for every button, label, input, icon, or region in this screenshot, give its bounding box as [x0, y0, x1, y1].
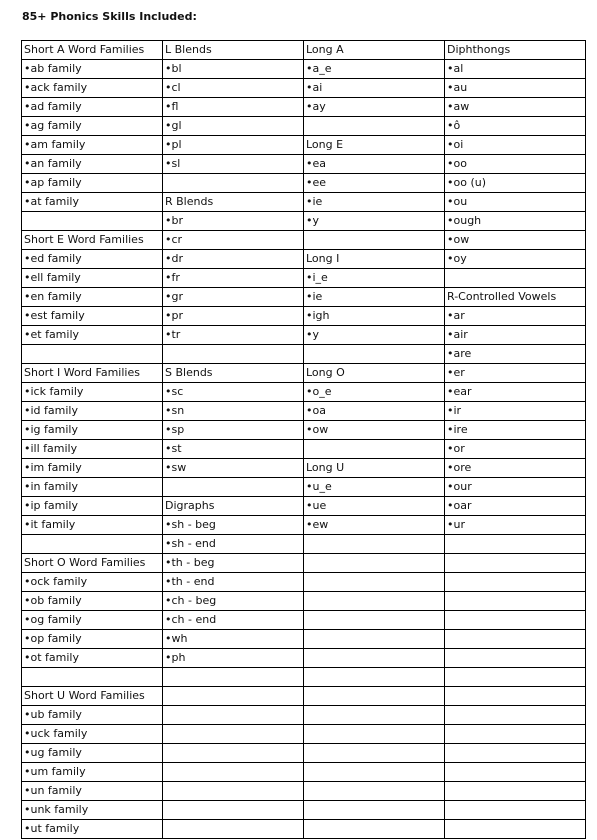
table-cell: R Blends [163, 193, 304, 212]
table-cell: •dr [163, 250, 304, 269]
table-row [22, 782, 586, 801]
table-cell: •um family [22, 763, 163, 782]
table-cell: •ock family [22, 573, 163, 592]
table-cell: •at family [22, 193, 163, 212]
table-cell: •ew [304, 516, 445, 535]
table-cell [445, 592, 586, 611]
table-cell: •ell family [22, 269, 163, 288]
table-row [22, 364, 586, 383]
table-cell: •or [445, 440, 586, 459]
table-row [22, 668, 586, 687]
table-cell: •ow [304, 421, 445, 440]
table-cell: •ug family [22, 744, 163, 763]
table-cell [22, 212, 163, 231]
table-cell [445, 820, 586, 839]
table-cell: •ot family [22, 649, 163, 668]
table-cell: •ur [445, 516, 586, 535]
table-cell: •an family [22, 155, 163, 174]
table-cell [304, 554, 445, 573]
table-cell: •tr [163, 326, 304, 345]
table-cell [445, 630, 586, 649]
table-cell [304, 706, 445, 725]
table-cell: L Blends [163, 41, 304, 60]
table-cell: •oa [304, 402, 445, 421]
table-cell: •ob family [22, 592, 163, 611]
table-cell: •un family [22, 782, 163, 801]
table-cell: •ough [445, 212, 586, 231]
table-row [22, 402, 586, 421]
table-row [22, 117, 586, 136]
table-cell: •unk family [22, 801, 163, 820]
table-row [22, 459, 586, 478]
table-cell: Long U [304, 459, 445, 478]
table-cell [445, 744, 586, 763]
table-cell [304, 231, 445, 250]
table-cell: •sc [163, 383, 304, 402]
page-title: 85+ Phonics Skills Included: [22, 10, 197, 23]
table-cell: Long E [304, 136, 445, 155]
table-cell [163, 801, 304, 820]
table-cell: •ee [304, 174, 445, 193]
table-cell: •ip family [22, 497, 163, 516]
table-cell: •ch - end [163, 611, 304, 630]
table-row [22, 383, 586, 402]
table-row [22, 744, 586, 763]
table-cell: •oo [445, 155, 586, 174]
table-row [22, 288, 586, 307]
table-cell: •fr [163, 269, 304, 288]
table-cell: •cr [163, 231, 304, 250]
table-cell [304, 687, 445, 706]
table-row [22, 630, 586, 649]
table-cell: •th - beg [163, 554, 304, 573]
table-row [22, 554, 586, 573]
table-row [22, 98, 586, 117]
table-cell: •oy [445, 250, 586, 269]
table-cell: •sp [163, 421, 304, 440]
table-cell: •au [445, 79, 586, 98]
table-cell: •sl [163, 155, 304, 174]
table-cell: •y [304, 326, 445, 345]
table-cell: •oi [445, 136, 586, 155]
table-cell [163, 725, 304, 744]
table-cell [304, 535, 445, 554]
table-row [22, 687, 586, 706]
table-cell: •cl [163, 79, 304, 98]
table-cell [304, 440, 445, 459]
table-row [22, 193, 586, 212]
table-cell: Short E Word Families [22, 231, 163, 250]
table-row [22, 820, 586, 839]
table-cell [304, 630, 445, 649]
table-cell [445, 725, 586, 744]
table-cell: •ore [445, 459, 586, 478]
table-cell [163, 782, 304, 801]
table-cell [163, 687, 304, 706]
table-cell: •gr [163, 288, 304, 307]
table-cell: •ay [304, 98, 445, 117]
table-row [22, 345, 586, 364]
table-row [22, 611, 586, 630]
table-row [22, 573, 586, 592]
table-cell: •sh - beg [163, 516, 304, 535]
table-cell [163, 668, 304, 687]
table-cell [304, 820, 445, 839]
table-cell: •ow [445, 231, 586, 250]
table-cell: •ill family [22, 440, 163, 459]
table-cell: •ai [304, 79, 445, 98]
table-cell: •fl [163, 98, 304, 117]
table-row [22, 440, 586, 459]
table-cell [304, 763, 445, 782]
table-cell [304, 592, 445, 611]
table-cell: •sn [163, 402, 304, 421]
table-cell: •ig family [22, 421, 163, 440]
table-cell: •og family [22, 611, 163, 630]
table-cell [304, 649, 445, 668]
table-cell: •th - end [163, 573, 304, 592]
table-cell: •aw [445, 98, 586, 117]
table-cell: •im family [22, 459, 163, 478]
table-cell: Diphthongs [445, 41, 586, 60]
table-cell: •pl [163, 136, 304, 155]
table-row [22, 250, 586, 269]
table-cell: •ar [445, 307, 586, 326]
table-cell [304, 345, 445, 364]
table-cell: •ô [445, 117, 586, 136]
table-cell: •igh [304, 307, 445, 326]
table-cell [445, 687, 586, 706]
table-cell [22, 345, 163, 364]
table-cell: Short A Word Families [22, 41, 163, 60]
table-body [22, 41, 586, 839]
table-cell [163, 820, 304, 839]
table-row [22, 706, 586, 725]
table-cell [304, 782, 445, 801]
table-row [22, 174, 586, 193]
table-cell [445, 611, 586, 630]
table-row [22, 212, 586, 231]
table-cell: •gl [163, 117, 304, 136]
table-row [22, 155, 586, 174]
table-row [22, 649, 586, 668]
table-cell [304, 573, 445, 592]
table-cell: •id family [22, 402, 163, 421]
table-row [22, 801, 586, 820]
table-cell: •est family [22, 307, 163, 326]
table-cell [445, 763, 586, 782]
table-row [22, 326, 586, 345]
table-cell [163, 478, 304, 497]
table-cell: •pr [163, 307, 304, 326]
table-row [22, 231, 586, 250]
table-row [22, 763, 586, 782]
table-cell: •it family [22, 516, 163, 535]
table-cell [445, 782, 586, 801]
table-cell: Short O Word Families [22, 554, 163, 573]
table-cell: •sw [163, 459, 304, 478]
table-row [22, 79, 586, 98]
table-cell: •ack family [22, 79, 163, 98]
table-row [22, 136, 586, 155]
phonics-skills-table [21, 40, 586, 839]
table-cell: •ie [304, 288, 445, 307]
table-cell: •ap family [22, 174, 163, 193]
table-cell [22, 535, 163, 554]
table-cell: •are [445, 345, 586, 364]
table-cell [445, 649, 586, 668]
table-cell: •ie [304, 193, 445, 212]
table-cell: •o_e [304, 383, 445, 402]
table-cell: •ag family [22, 117, 163, 136]
table-cell: Short I Word Families [22, 364, 163, 383]
table-cell [304, 668, 445, 687]
table-cell [163, 744, 304, 763]
table-cell: •ue [304, 497, 445, 516]
table-cell: •ire [445, 421, 586, 440]
table-cell [22, 668, 163, 687]
table-cell: •bl [163, 60, 304, 79]
table-cell: •br [163, 212, 304, 231]
table-cell: •ea [304, 155, 445, 174]
table-cell: •i_e [304, 269, 445, 288]
table-cell: •ick family [22, 383, 163, 402]
table-row [22, 307, 586, 326]
table-cell [445, 801, 586, 820]
table-cell: Short U Word Families [22, 687, 163, 706]
table-cell: •sh - end [163, 535, 304, 554]
table-cell [163, 763, 304, 782]
table-cell: •u_e [304, 478, 445, 497]
table-cell [163, 174, 304, 193]
table-cell [445, 269, 586, 288]
table-cell [445, 668, 586, 687]
table-cell: •ut family [22, 820, 163, 839]
table-cell [445, 554, 586, 573]
table-row [22, 60, 586, 79]
table-cell: •y [304, 212, 445, 231]
table-cell: S Blends [163, 364, 304, 383]
table-cell: •am family [22, 136, 163, 155]
table-cell: •ub family [22, 706, 163, 725]
table-row [22, 725, 586, 744]
table-cell: •op family [22, 630, 163, 649]
table-cell: •ed family [22, 250, 163, 269]
table-row [22, 269, 586, 288]
table-cell [304, 611, 445, 630]
table-cell: •oar [445, 497, 586, 516]
table-cell [163, 706, 304, 725]
table-row [22, 41, 586, 60]
table-cell: •ou [445, 193, 586, 212]
table-cell: •a_e [304, 60, 445, 79]
table-cell: •air [445, 326, 586, 345]
table-cell: Long I [304, 250, 445, 269]
table-cell [304, 744, 445, 763]
table-cell [304, 725, 445, 744]
table-row [22, 516, 586, 535]
table-row [22, 497, 586, 516]
table-cell: •in family [22, 478, 163, 497]
table-cell: •ear [445, 383, 586, 402]
table-cell: •ab family [22, 60, 163, 79]
table-cell: Long A [304, 41, 445, 60]
table-cell: •wh [163, 630, 304, 649]
table-row [22, 478, 586, 497]
table-cell: R-Controlled Vowels [445, 288, 586, 307]
table-cell [304, 801, 445, 820]
table-row [22, 592, 586, 611]
table-cell [445, 535, 586, 554]
table-cell [445, 573, 586, 592]
table-cell: •st [163, 440, 304, 459]
table-row [22, 421, 586, 440]
table-cell [445, 706, 586, 725]
table-cell: •ph [163, 649, 304, 668]
table-cell: Digraphs [163, 497, 304, 516]
table-cell: •en family [22, 288, 163, 307]
table-cell: •our [445, 478, 586, 497]
table-cell: •ch - beg [163, 592, 304, 611]
table-cell [163, 345, 304, 364]
table-cell: •ad family [22, 98, 163, 117]
table-cell: •er [445, 364, 586, 383]
table-cell: •al [445, 60, 586, 79]
table-cell: •et family [22, 326, 163, 345]
table-cell: •ir [445, 402, 586, 421]
table-cell: •oo (u) [445, 174, 586, 193]
table-cell [304, 117, 445, 136]
table-cell: •uck family [22, 725, 163, 744]
table-row [22, 535, 586, 554]
table-cell: Long O [304, 364, 445, 383]
